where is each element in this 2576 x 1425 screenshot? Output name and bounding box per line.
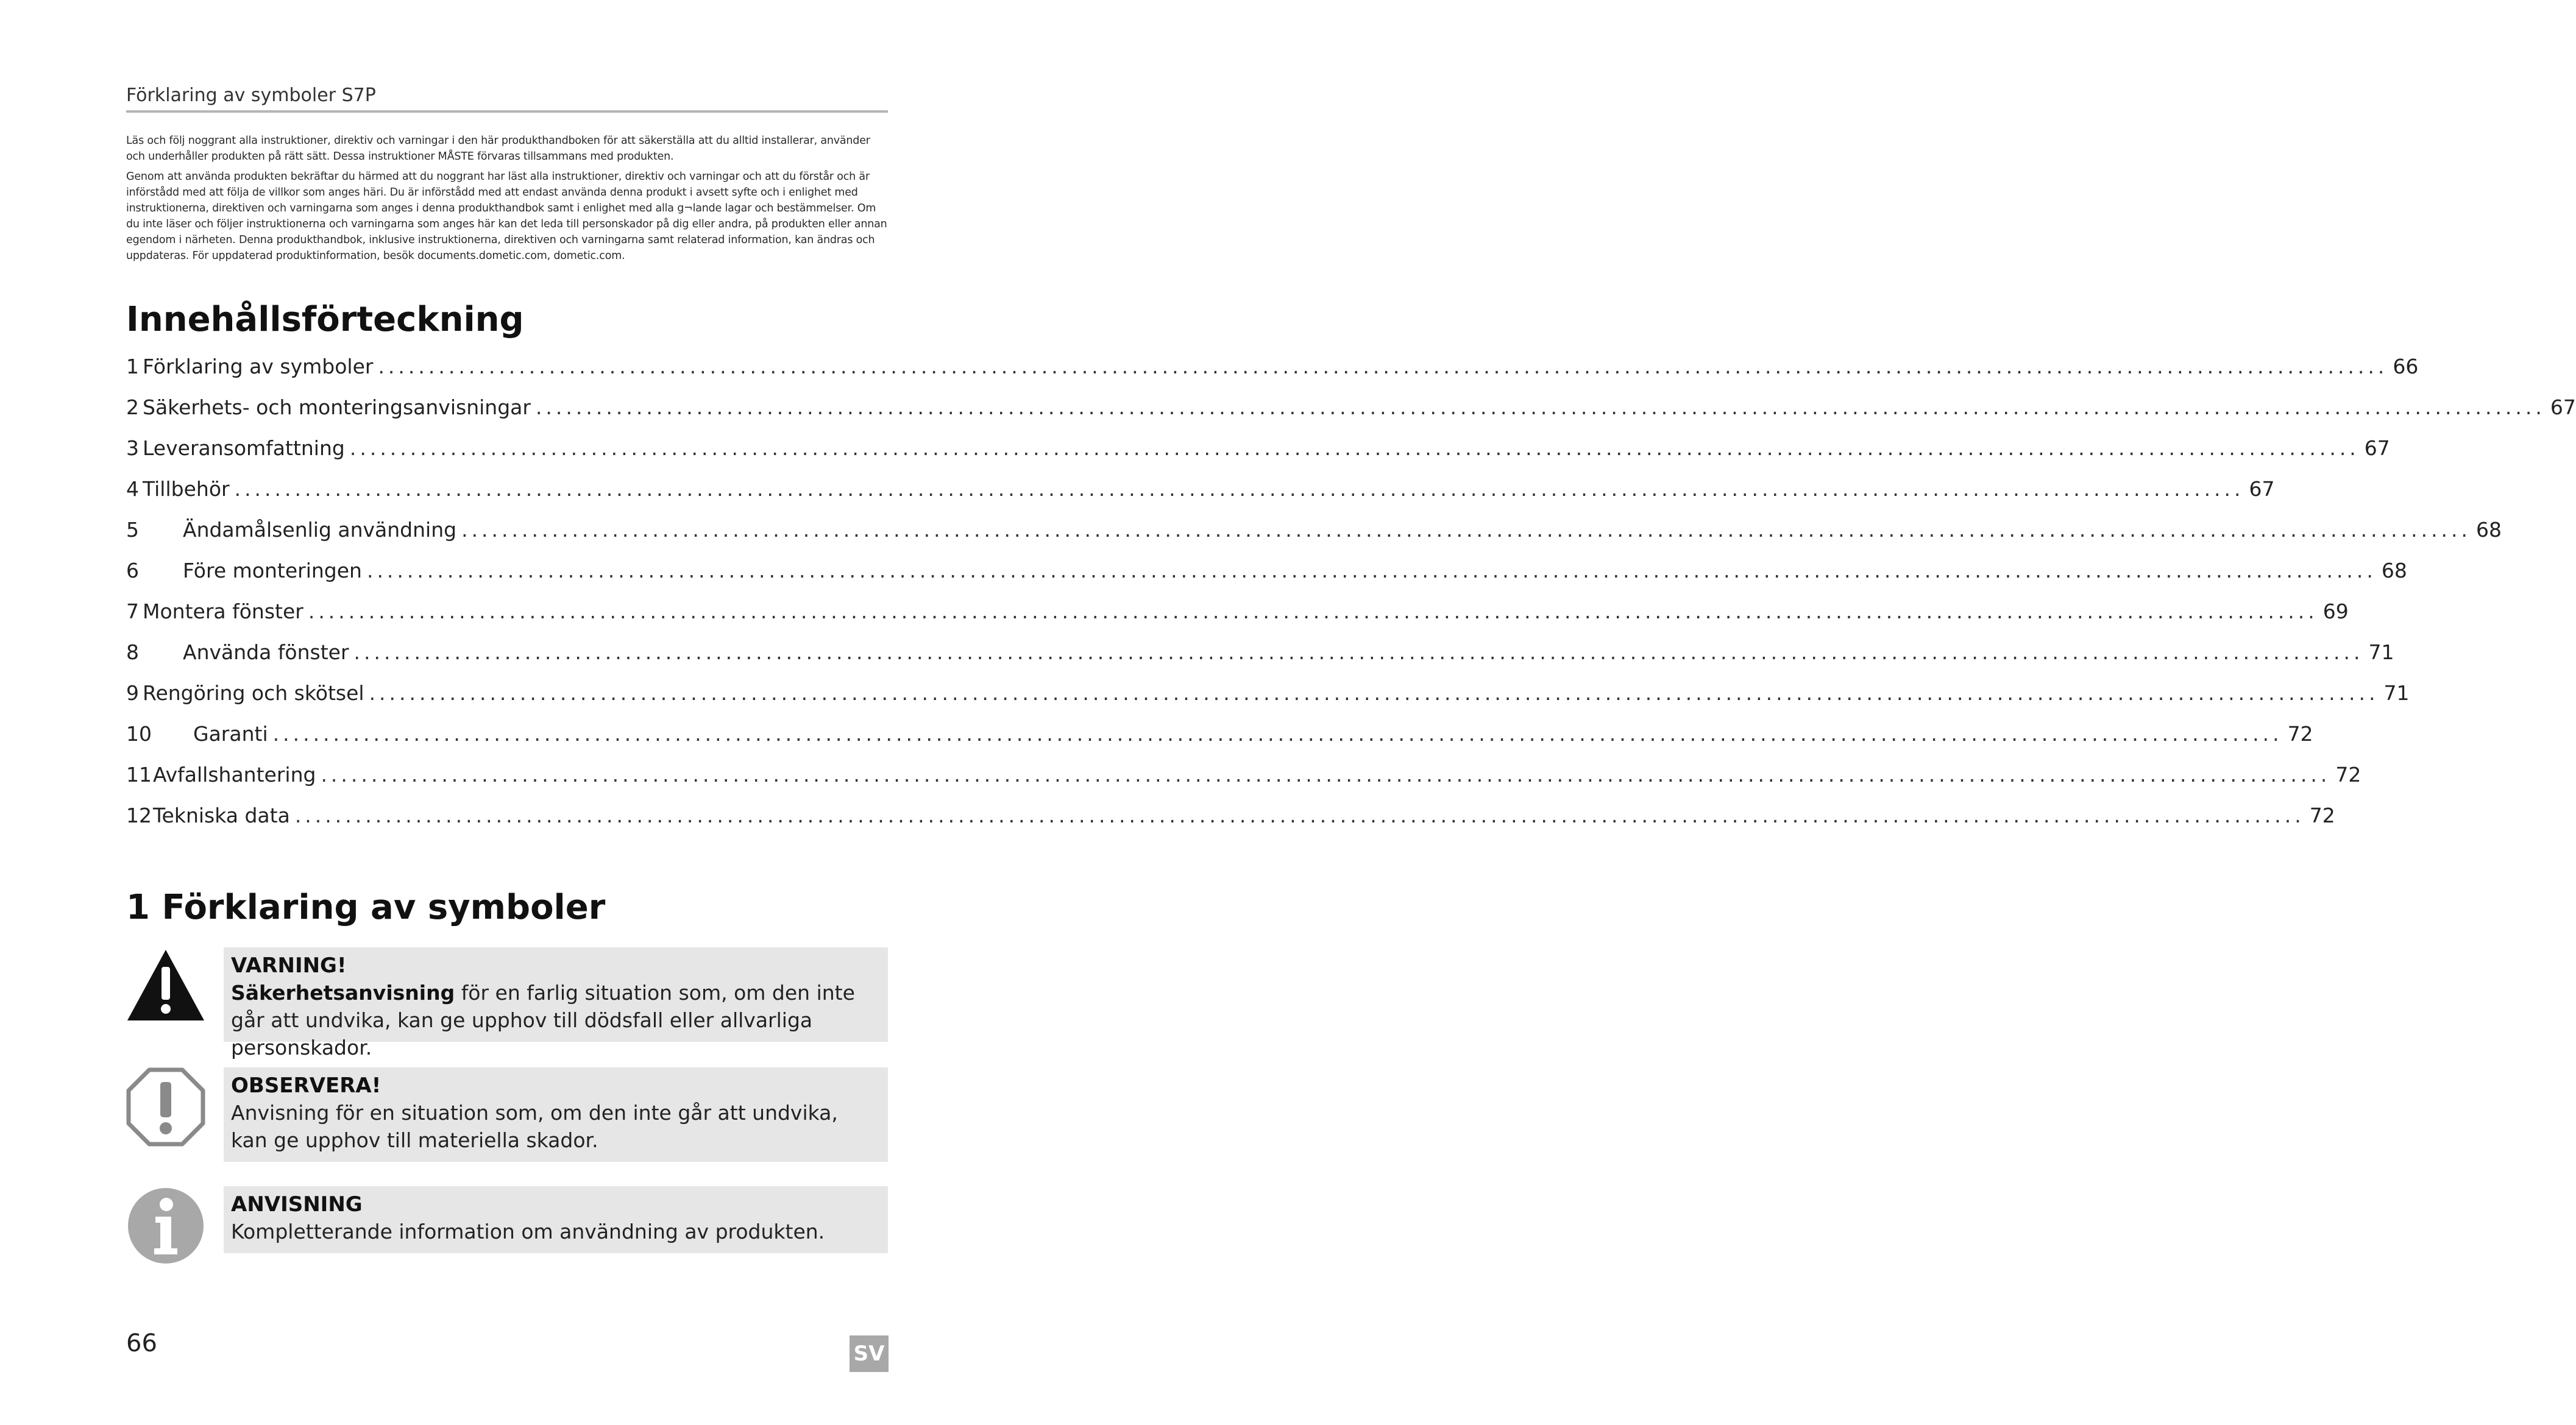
toc-dot-leader: ........................................................................................................................................................................................................ — [321, 763, 2331, 787]
toc-entry-title: Använda fönster — [183, 640, 349, 664]
toc-entry-page: 66 — [2393, 355, 2419, 378]
toc-dot-leader: ........................................................................................................................................................................................................ — [535, 395, 2546, 419]
toc-entry-number: 4 — [126, 477, 139, 501]
warning-bold-lead: Säkerhetsanvisning — [231, 981, 455, 1005]
toc-entry-title: Före monteringen — [183, 559, 362, 582]
intro-text — [126, 133, 888, 268]
toc-entry-page: 69 — [2322, 599, 2349, 623]
toc-dot-leader: ........................................................................................................................................................................................................ — [353, 640, 2364, 664]
toc-entry-title: Rengöring och skötsel — [143, 681, 364, 705]
warning-label: VARNING! — [231, 953, 347, 978]
toc-entry-title: Tillbehör — [143, 477, 230, 501]
note-notice — [126, 1186, 888, 1271]
warning-notice — [126, 947, 888, 1059]
toc-entry[interactable] — [126, 394, 2576, 421]
toc-entry-title: Tekniska data — [153, 804, 290, 827]
toc-entry[interactable] — [126, 598, 2349, 625]
toc-entry[interactable] — [126, 639, 2394, 666]
toc-entry-number: 8 — [126, 640, 139, 664]
toc-dot-leader: ........................................................................................................................................................................................................ — [366, 559, 2377, 582]
toc-entry-number: 9 — [126, 681, 139, 705]
toc-entry-title: Ändamålsenlig användning — [183, 518, 457, 542]
toc-entry-title: Leveransomfattning — [143, 436, 345, 460]
toc-entry-number: 10 — [126, 722, 152, 746]
note-box — [224, 1186, 888, 1253]
toc-entry-page: 67 — [2364, 436, 2390, 460]
toc-entry[interactable] — [126, 353, 2419, 380]
caution-text: Anvisning för en situation som, om den inte går att undvika, kan ge upphov till materiella skador. — [231, 1101, 838, 1152]
warning-box — [224, 947, 888, 1059]
warning-description: för en farlig situation som, om den inte går att undvika, kan ge upphov till dödsfall eller allvarliga personskador. — [231, 981, 855, 1059]
toc-entry-page: 67 — [2550, 395, 2576, 419]
toc-entry-number: 2 — [126, 395, 139, 419]
toc-entry-number: 3 — [126, 436, 139, 460]
toc-heading: Innehållsförteckning — [126, 300, 524, 339]
toc-entry-page: 72 — [2335, 763, 2361, 787]
toc-entry-page: 71 — [2368, 640, 2394, 664]
toc-entry[interactable] — [126, 721, 2313, 748]
note-text: Kompletterande information om användning av produkten. — [231, 1220, 825, 1243]
toc-entry-page: 72 — [2309, 804, 2335, 827]
toc-dot-leader: ........................................................................................................................................................................................................ — [308, 599, 2318, 623]
info-icon — [126, 1186, 205, 1265]
toc-dot-leader: ........................................................................................................................................................................................................ — [272, 722, 2283, 746]
note-label: ANVISNING — [231, 1192, 363, 1217]
toc-entry-number: 12 — [126, 804, 152, 827]
toc-entry-title: Säkerhets- och monteringsanvisningar — [143, 395, 531, 419]
running-header: Förklaring av symboler S7P — [126, 83, 888, 113]
warning-triangle-icon — [126, 947, 205, 1027]
toc-dot-leader: ........................................................................................................................................................................................................ — [378, 355, 2388, 378]
toc-dot-leader: ........................................................................................................................................................................................................ — [369, 681, 2379, 705]
toc-entry-page: 71 — [2383, 681, 2410, 705]
intro-paragraph-2: Genom att använda produkten bekräftar du härmed att du noggrant har läst alla instruktioner, direktiv och varningar och att du förstår och är införstådd med att följa de villkor som anges häri. Du är införstådd med att endast använda denna produkt i avsett syfte och i enlighet med instruktionerna, direktiven och varningarna som anges i denna produkthandbok samt i enlighet med alla g¬lande lagar och bestämmelser. Om du inte läser och följer instruktionerna och varningarna som anges här kan det leda till personskador på dig eller andra, på produkten eller annan egendom i närheten. Denna produkthandbok, inklusive instruktionerna, direktiven och varningarna samt relaterad information, kan ändras och uppdateras. För uppdaterad produktinformation, besök documents.dometic.com, dometic.com. — [126, 171, 887, 262]
toc-entry-number: 1 — [126, 355, 139, 378]
toc-entry-page: 67 — [2249, 477, 2275, 501]
toc-dot-leader: ........................................................................................................................................................................................................ — [234, 477, 2244, 501]
toc-entry-title: Montera fönster — [143, 599, 303, 623]
toc-dot-leader: ........................................................................................................................................................................................................ — [349, 436, 2360, 460]
toc-dot-leader: ........................................................................................................................................................................................................ — [294, 804, 2305, 827]
toc-entry[interactable] — [126, 762, 2361, 788]
language-badge: SV — [850, 1335, 889, 1372]
toc-entry-number: 7 — [126, 599, 139, 623]
toc-entry[interactable] — [126, 435, 2390, 462]
toc-entry[interactable] — [126, 802, 2335, 829]
warning-text — [231, 979, 881, 1061]
toc-entry-page: 68 — [2476, 518, 2502, 542]
caution-box — [224, 1067, 888, 1162]
caution-notice — [126, 1067, 888, 1165]
page-number: 66 — [126, 1329, 157, 1357]
toc-entry-title: Garanti — [193, 722, 268, 746]
toc-entry-number: 5 — [126, 518, 139, 542]
toc-entry-page: 72 — [2287, 722, 2313, 746]
toc-entry[interactable] — [126, 680, 2410, 707]
intro-paragraph-1: Läs och följ noggrant alla instruktioner, direktiv och varningar i den här produkthandboken för att säkerställa att du alltid installerar, använder och underhåller produkten på rätt sätt. Dessa instruktioner MÅSTE förvaras tillsammans med produkten. — [126, 135, 870, 163]
octagon-exclamation-icon — [126, 1067, 205, 1147]
toc-entry-page: 68 — [2381, 559, 2407, 582]
toc-entry-number: 11 — [126, 763, 152, 787]
toc-entry[interactable] — [126, 557, 2407, 584]
toc-entry[interactable] — [126, 476, 2275, 503]
toc-entry-title: Avfallshantering — [153, 763, 316, 787]
caution-label: OBSERVERA! — [231, 1073, 381, 1098]
toc-entry[interactable] — [126, 517, 2502, 543]
toc-dot-leader: ........................................................................................................................................................................................................ — [461, 518, 2472, 542]
section-heading: 1 Förklaring av symboler — [126, 888, 606, 927]
toc-entry-number: 6 — [126, 559, 139, 582]
toc-entry-title: Förklaring av symboler — [143, 355, 374, 378]
